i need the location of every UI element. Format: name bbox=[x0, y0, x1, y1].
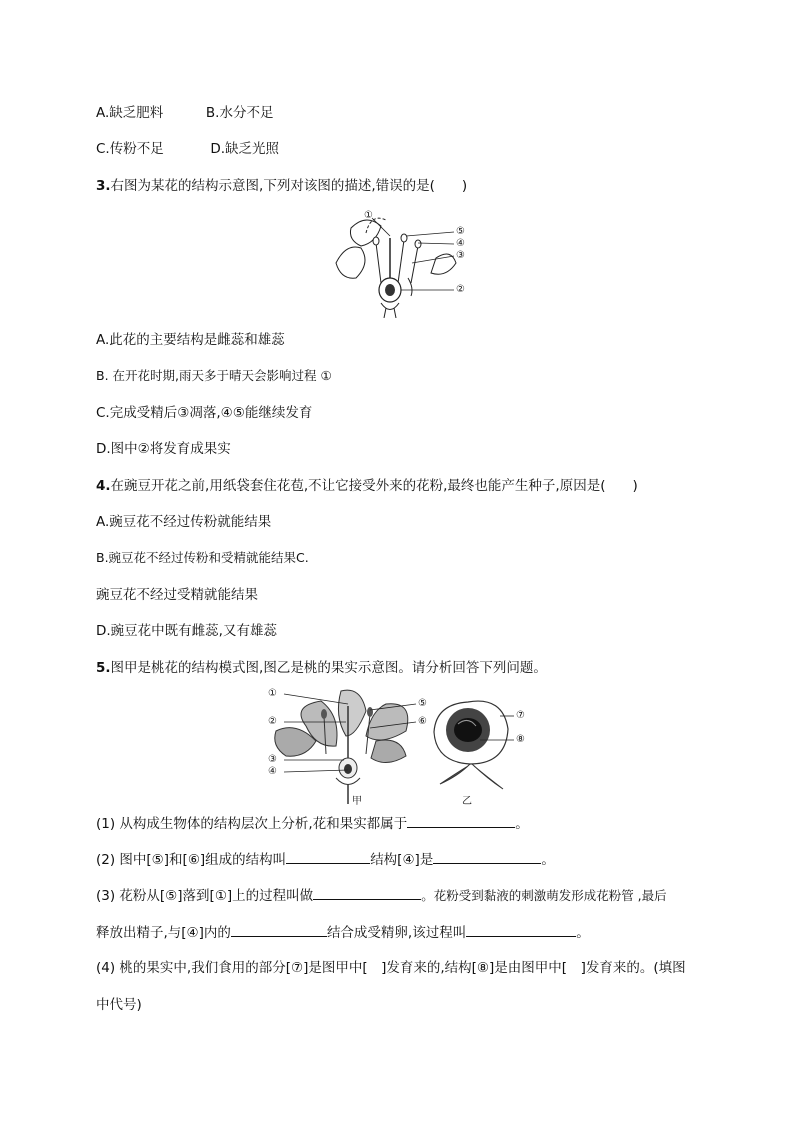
q3-label-1: ① bbox=[364, 210, 373, 221]
q5-sub4-line2: 中代号) bbox=[96, 997, 142, 1013]
q3-flower-diagram bbox=[326, 208, 476, 318]
q3-option-b: B. 在开花时期,雨天多于晴天会影响过程 ① bbox=[96, 368, 332, 383]
q4-option-b: B.豌豆花不经过传粉和受精就能结果C. bbox=[96, 550, 309, 565]
q4-stem bbox=[96, 477, 638, 495]
q5-sub3-text-d: 结合成受精卵,该过程叫 bbox=[326, 925, 467, 941]
q4-option-c: 豌豆花不经过受精就能结果 bbox=[96, 587, 258, 603]
answer-blank[interactable] bbox=[407, 814, 515, 828]
q5-sub3-text-a: (3) 花粉从[⑤]落到[①]上的过程叫做 bbox=[96, 888, 314, 904]
answer-blank[interactable] bbox=[313, 886, 421, 900]
q5-number: 5. bbox=[96, 660, 111, 676]
q4-option-a: A.豌豆花不经过传粉就能结果 bbox=[96, 514, 272, 530]
q4-option-d: D.豌豆花中既有雌蕊,又有雄蕊 bbox=[96, 623, 277, 639]
q5-sub1-end: 。 bbox=[515, 816, 529, 832]
q3-label-3: ③ bbox=[456, 250, 465, 261]
q3-label-4: ④ bbox=[456, 238, 465, 249]
q2-option-d: D.缺乏光照 bbox=[210, 141, 279, 157]
q2-option-c: C.传粉不足 bbox=[96, 141, 164, 157]
q4-number: 4. bbox=[96, 478, 111, 494]
q5-sub2-text-b: 结构[④]是 bbox=[370, 852, 434, 868]
q5-label-5: ⑤ bbox=[418, 698, 427, 709]
flower-illustration bbox=[326, 208, 476, 318]
q3-number: 3. bbox=[96, 178, 111, 194]
q5-label-8: ⑧ bbox=[516, 734, 525, 745]
q5-label-4: ④ bbox=[268, 766, 277, 777]
q5-caption-jia: 甲 bbox=[352, 796, 362, 807]
q5-peach-flower-diagram bbox=[266, 686, 436, 806]
q5-peach-fruit-diagram bbox=[428, 694, 538, 794]
answer-blank[interactable] bbox=[231, 923, 327, 937]
q5-sub3-line2 bbox=[96, 923, 590, 942]
q5-stem-text: 图甲是桃花的结构模式图,图乙是桃的果实示意图。请分析回答下列问题。 bbox=[110, 660, 547, 676]
q3-option-c: C.完成受精后③凋落,④⑤能继续发育 bbox=[96, 405, 313, 421]
answer-blank[interactable] bbox=[286, 850, 370, 864]
q5-sub2-end: 。 bbox=[541, 852, 555, 868]
q5-label-3: ③ bbox=[268, 754, 277, 765]
q3-stem-text: 右图为某花的结构示意图,下列对该图的描述,错误的是( ) bbox=[110, 178, 468, 194]
q2-option-a: A.缺乏肥料 bbox=[96, 105, 164, 121]
q5-sub3-end: 。 bbox=[576, 925, 590, 941]
q5-sub1 bbox=[96, 814, 529, 833]
q5-label-2: ② bbox=[268, 716, 277, 727]
answer-blank[interactable] bbox=[466, 923, 576, 937]
q5-caption-yi: 乙 bbox=[462, 796, 472, 807]
q5-label-1: ① bbox=[268, 688, 277, 699]
q5-sub2 bbox=[96, 850, 555, 869]
q3-option-d: D.图中②将发育成果实 bbox=[96, 441, 231, 457]
q5-sub1-text: (1) 从构成生物体的结构层次上分析,花和果实都属于 bbox=[96, 816, 408, 832]
q3-label-5: ⑤ bbox=[456, 226, 465, 237]
q2-option-row-1 bbox=[96, 104, 273, 122]
q3-option-a: A.此花的主要结构是雌蕊和雄蕊 bbox=[96, 332, 285, 348]
q5-stem bbox=[96, 659, 547, 677]
q2-option-row-2 bbox=[96, 140, 279, 158]
answer-blank[interactable] bbox=[433, 850, 541, 864]
q3-stem bbox=[96, 177, 467, 195]
q2-option-b: B.水分不足 bbox=[205, 105, 274, 121]
q5-label-7: ⑦ bbox=[516, 710, 525, 721]
q5-sub3-text-c: 释放出精子,与[④]内的 bbox=[96, 925, 231, 941]
q5-sub3-line1 bbox=[96, 886, 667, 905]
q5-sub4-line1: (4) 桃的果实中,我们食用的部分[⑦]是图甲中[ ]发育来的,结构[⑧]是由图甲中[ ]发育来的。(填图 bbox=[96, 960, 686, 976]
q5-label-6: ⑥ bbox=[418, 716, 427, 727]
peach-flower-illustration bbox=[266, 686, 436, 806]
q5-sub3-text-b: 。花粉受到黏液的刺激萌发形成花粉管 ,最后 bbox=[421, 888, 667, 903]
q5-sub2-text-a: (2) 图中[⑤]和[⑥]组成的结构叫 bbox=[96, 852, 287, 868]
q3-label-2: ② bbox=[456, 284, 465, 295]
q4-stem-text: 在豌豆开花之前,用纸袋套住花苞,不让它接受外来的花粉,最终也能产生种子,原因是( ) bbox=[110, 478, 638, 494]
